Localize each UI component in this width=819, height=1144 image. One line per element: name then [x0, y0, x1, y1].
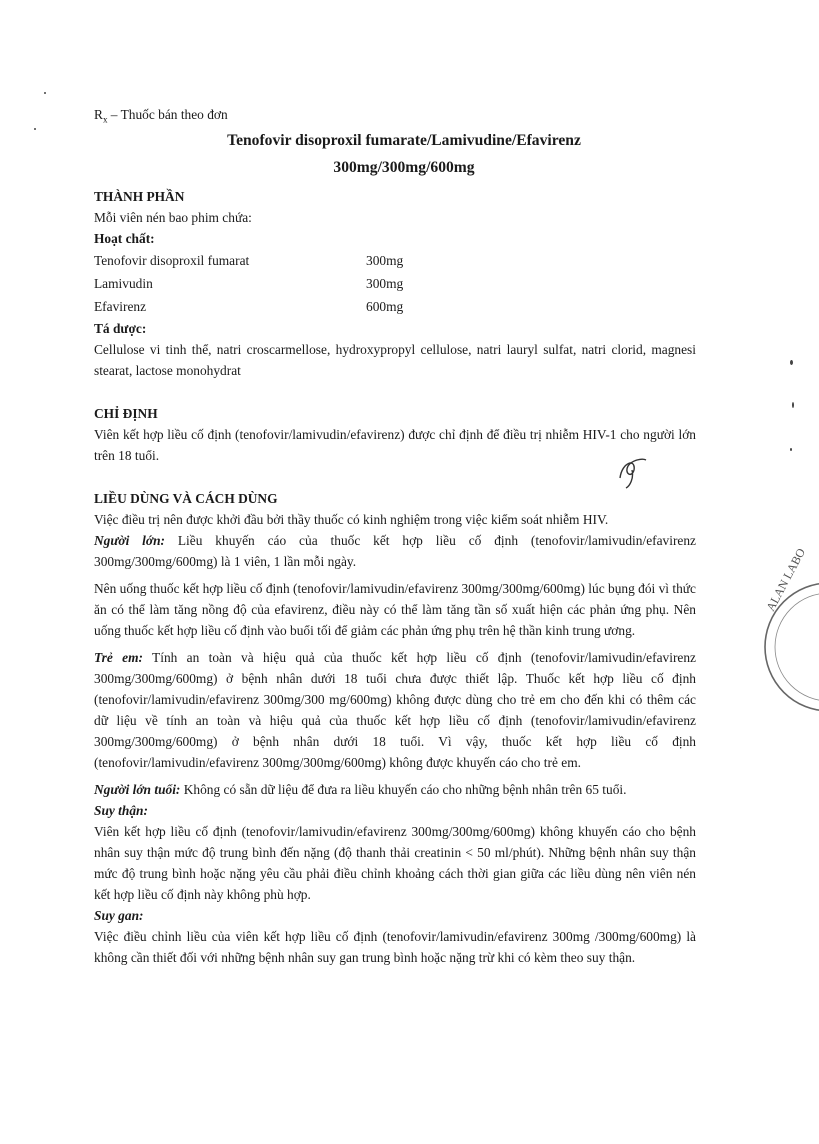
excipients-label: Tá dược:: [94, 321, 147, 336]
adult-text: Liều khuyến cáo của thuốc kết hợp liều cố định (tenofovir/lamivudin/efavirenz 300mg/300mg/600mg) là 1 viên, 1 lần mỗi ngày.: [94, 533, 696, 569]
ingredient-row: [94, 249, 696, 272]
adult-label: Người lớn:: [94, 533, 165, 548]
dosage-intro: Việc điều trị nên được khởi đầu bởi thầy thuốc có kinh nghiệm trong việc kiểm soát nhiễm HIV.: [94, 512, 609, 527]
indication-text: Viên kết hợp liều cố định (tenofovir/lamivudin/efavirenz) được chỉ định để điều trị nhiễm HIV-1 cho người lớn trên 18 tuổi.: [94, 427, 696, 463]
adult-dosage: [94, 530, 696, 572]
renal-text: Viên kết hợp liều cố định (tenofovir/lamivudin/efavirenz 300mg/300mg/600mg) không khuyến cáo cho bệnh nhân suy thận mức độ trung bình đến nặng (độ thanh thải creatinin < 50 ml/phút). Những bệnh nhân suy thận mức độ trung bình hoặc nặng yêu cầu phải điều chỉnh khoảng cách thời gian giữa các liều dùng nên viên nén kết hợp liều cố định này không phù hợp.: [94, 824, 696, 902]
excipients-text: Cellulose vi tinh thể, natri croscarmellose, hydroxypropyl cellulose, natri lauryl sulfat, natri clorid, magnesi stearat, lactose monohydrat: [94, 342, 696, 378]
hepatic-label: Suy gan:: [94, 908, 144, 923]
drug-title-line1: Tenofovir disoproxil fumarate/Lamivudine/Efavirenz: [227, 132, 581, 149]
elderly-label: Người lớn tuổi:: [94, 782, 181, 797]
company-stamp: [759, 545, 819, 722]
scan-speck: [44, 92, 46, 94]
dosage-heading: LIỀU DÙNG VÀ CÁCH DÙNG: [94, 491, 278, 506]
ingredient-name: Lamivudin: [94, 276, 153, 291]
indication-heading: CHỈ ĐỊNH: [94, 406, 158, 421]
scan-speck: [790, 448, 792, 451]
children-text: Tính an toàn và hiệu quả của thuốc kết hợp liều cố định (tenofovir/lamivudin/efavirenz 300mg/300mg/600mg) ở bệnh nhân dưới 18 tuổi chưa được thiết lập. Thuốc kết hợp liều cố định (tenofovir/lamivudin/efavirenz 300mg/300 mg/600mg) không được dùng cho trẻ em cho đến khi có thêm các dữ liệu về tính an toàn và hiệu quả của thuốc kết hợp liều cố định (tenofovir/lamivudin/efavirenz 300mg/300mg/600mg) ở bệnh nhân dưới 18 tuổi. Vì vậy, thuốc kết hợp liều cố định (tenofovir/lamivudin/efavirenz 300mg/300mg/600mg) không được khuyến cáo cho trẻ em.: [94, 650, 696, 770]
ingredient-row: [94, 272, 696, 295]
scan-speck: [34, 128, 36, 130]
timing-text: Nên uống thuốc kết hợp liều cố định (tenofovir/lamivudin/efavirenz 300mg/300mg/600mg) lúc bụng đói vì thức ăn có thể làm tăng nồng độ của efavirenz, điều này có thể làm tăng tần số xuất hiện các phản ứng phụ. Nên uống thuốc kết hợp liều cố định vào buổi tối để giảm các phản ứng phụ trên hệ thần kinh trung ương.: [94, 581, 696, 638]
composition-heading: THÀNH PHẦN: [94, 189, 185, 204]
rx-subscript: x: [102, 114, 108, 125]
signature-mark: [612, 452, 652, 492]
ingredient-dose: 600mg: [366, 299, 404, 314]
prescription-note: [94, 104, 696, 126]
children-dosage: [94, 647, 696, 773]
elderly-dosage: [94, 779, 696, 800]
rx-symbol: R: [94, 107, 103, 122]
drug-title-line2: 300mg/300mg/600mg: [333, 159, 475, 176]
document-page: [94, 104, 696, 968]
svg-text:ALAN LABO: ALAN LABO: [763, 545, 809, 614]
elderly-text: Không có sẵn dữ liệu để đưa ra liều khuyến cáo cho những bệnh nhân trên 65 tuổi.: [180, 782, 627, 797]
composition-intro: Mỗi viên nén bao phim chứa:: [94, 210, 252, 225]
scan-speck: [790, 360, 793, 365]
renal-label: Suy thận:: [94, 803, 148, 818]
ingredient-row: [94, 295, 696, 318]
ingredient-dose: 300mg: [366, 276, 404, 291]
ingredient-name: Efavirenz: [94, 299, 147, 314]
ingredient-dose: 300mg: [366, 253, 404, 268]
scan-speck: [792, 402, 794, 408]
rx-text: – Thuốc bán theo đơn: [107, 107, 228, 122]
active-ingredients-label: Hoạt chất:: [94, 231, 155, 246]
children-label: Trẻ em:: [94, 650, 143, 665]
ingredient-name: Tenofovir disoproxil fumarat: [94, 253, 250, 268]
hepatic-text: Việc điều chỉnh liều của viên kết hợp liều cố định (tenofovir/lamivudin/efavirenz 300mg /300mg/600mg) là không cần thiết đối với những bệnh nhân suy gan trung bình hoặc nặng trừ khi có kèm theo suy thận.: [94, 929, 696, 965]
